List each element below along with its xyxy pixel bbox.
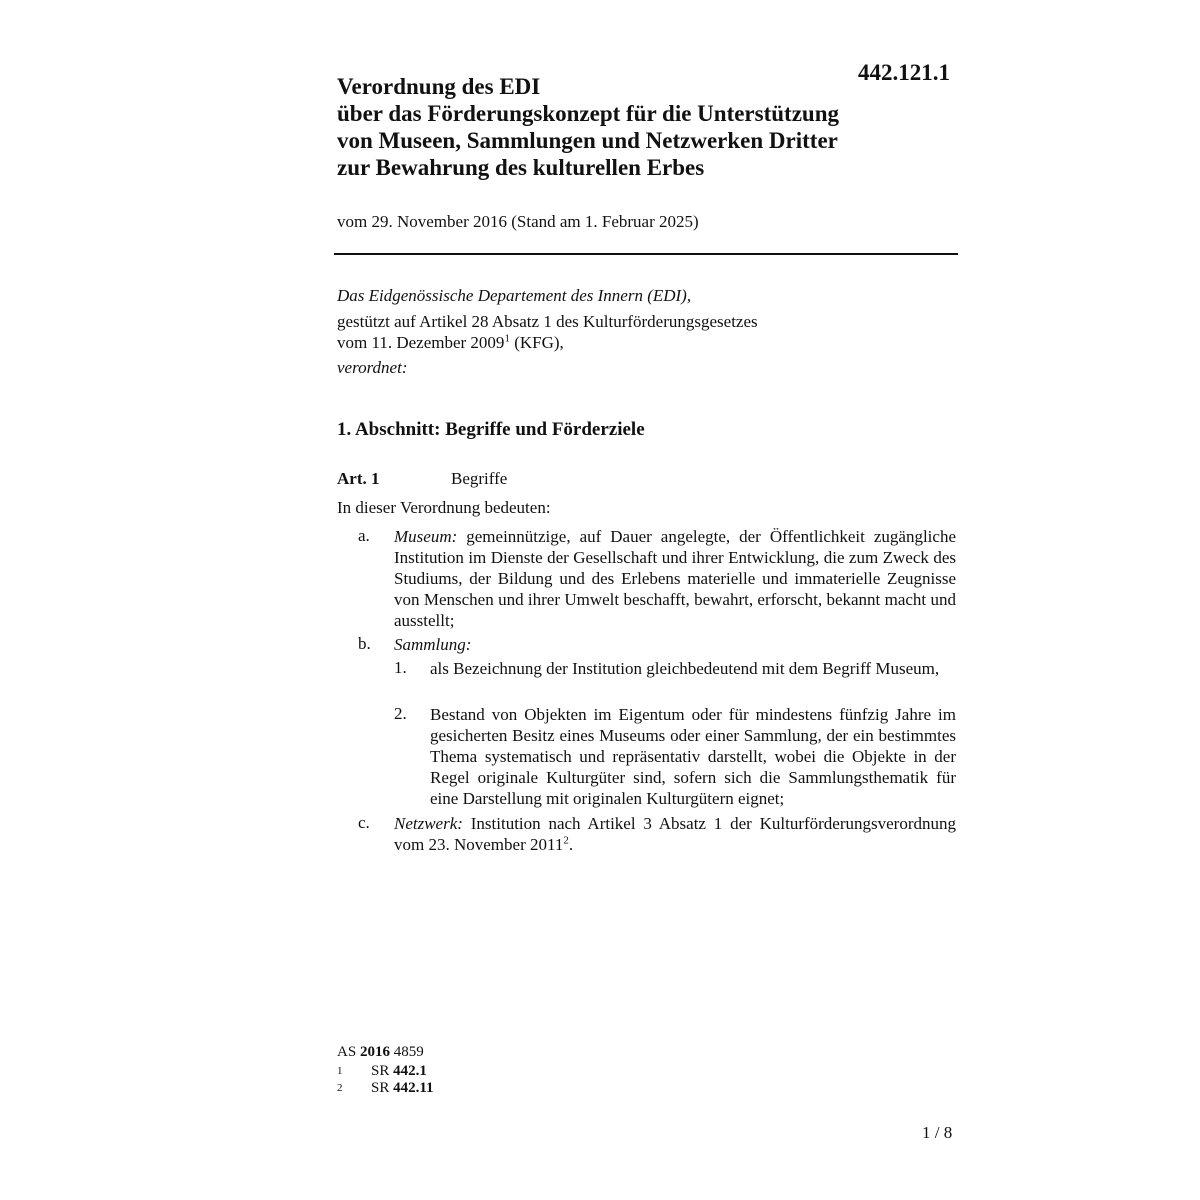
definition-text: gemeinnützige, auf Dauer angelegte, der Öffentlichkeit zugängliche Institution im Dienste der Gesellschaft und ihrer Entwicklung, die zum Zweck des Studiums, der Bildung und des Erlebens materielle und immaterielle Zeugnisse von Menschen und ihrer Umwelt beschafft, bewahrt, erforscht, bekannt macht und ausstellt; (394, 527, 956, 630)
article-number: Art. 1 (337, 469, 380, 488)
official-collection-ref (337, 1044, 424, 1061)
definition-text: Institution nach Artikel 3 Absatz 1 der Kulturförderungsverordnung vom 23. November 2011 (394, 814, 956, 854)
as-year: 2016 (359, 1044, 390, 1060)
as-page: 4859 (389, 1044, 424, 1060)
header-divider (334, 253, 958, 255)
subitem-label-1: 1. (394, 658, 407, 677)
title-line: zur Bewahrung des kulturellen Erbes (337, 155, 705, 180)
footnote-prefix: SR (371, 1080, 394, 1096)
term-sammlung: Sammlung: (394, 635, 472, 654)
date-line: vom 29. November 2016 (Stand am 1. Februar 2025) (337, 212, 699, 231)
preamble-basis-line (337, 332, 758, 353)
basis-abbrev: (KFG), (509, 333, 564, 352)
definition-end: . (568, 835, 574, 854)
page-number: 1 / 8 (922, 1123, 953, 1142)
preamble-basis-line: gestützt auf Artikel 28 Absatz 1 des Kulturförderungsgesetzes (337, 312, 758, 331)
footnote-2 (337, 1080, 434, 1097)
term-netzwerk: Netzwerk: (394, 814, 463, 833)
footnote-ref-1[interactable]: 1 (504, 332, 510, 345)
item-label-c: c. (358, 813, 370, 832)
item-label-a: a. (358, 526, 370, 545)
basis-date: vom 11. Dezember 2009 (337, 333, 505, 352)
subitem-1-text: als Bezeichnung der Institution gleichbedeutend mit dem Begriff Museum, (430, 659, 940, 678)
title-line: Verordnung des EDI (337, 74, 541, 99)
title-line: über das Förderungskonzept für die Unterstützung (337, 101, 839, 126)
title-line: von Museen, Sammlungen und Netzwerken Dritter (337, 128, 838, 153)
footnote-1 (337, 1063, 427, 1080)
subitem-2-text: Bestand von Objekten im Eigentum oder für mindestens fünfzig Jahre im gesicherten Besitz eines Museums oder einer Sammlung, der ein bestimmtes Thema systematisch und repräsentativ darstellt, wobei die Objekte in der Regel originale Kulturgüter sind, sofern sich die Sammlungsthematik für eine Darstellung mit originalen Kulturgütern eignet; (430, 705, 956, 808)
item-a-definition (394, 526, 956, 631)
article-title: Begriffe (451, 469, 508, 488)
item-label-b: b. (358, 634, 371, 653)
term-museum: Museum: (394, 527, 458, 546)
section-heading: 1. Abschnitt: Begriffe und Förderziele (337, 419, 645, 440)
preamble-authority: Das Eidgenössische Departement des Innern (EDI), (337, 286, 692, 305)
article-intro: In dieser Verordnung bedeuten: (337, 498, 551, 517)
as-prefix: AS (337, 1044, 360, 1060)
footnote-sr-link[interactable]: 442.11 (393, 1080, 434, 1096)
item-c-definition (394, 813, 956, 855)
preamble-decree: verordnet: (337, 358, 408, 377)
footnote-number: 2 (337, 1082, 343, 1094)
footnote-number: 1 (337, 1065, 343, 1077)
preamble-basis (337, 311, 758, 353)
footnote-sr-link[interactable]: 442.1 (393, 1063, 427, 1079)
document-title (337, 73, 839, 181)
footnote-prefix: SR (371, 1063, 394, 1079)
footnote-ref-2[interactable]: 2 (563, 834, 569, 847)
subitem-label-2: 2. (394, 704, 407, 723)
sr-number: 442.121.1 (858, 60, 950, 85)
